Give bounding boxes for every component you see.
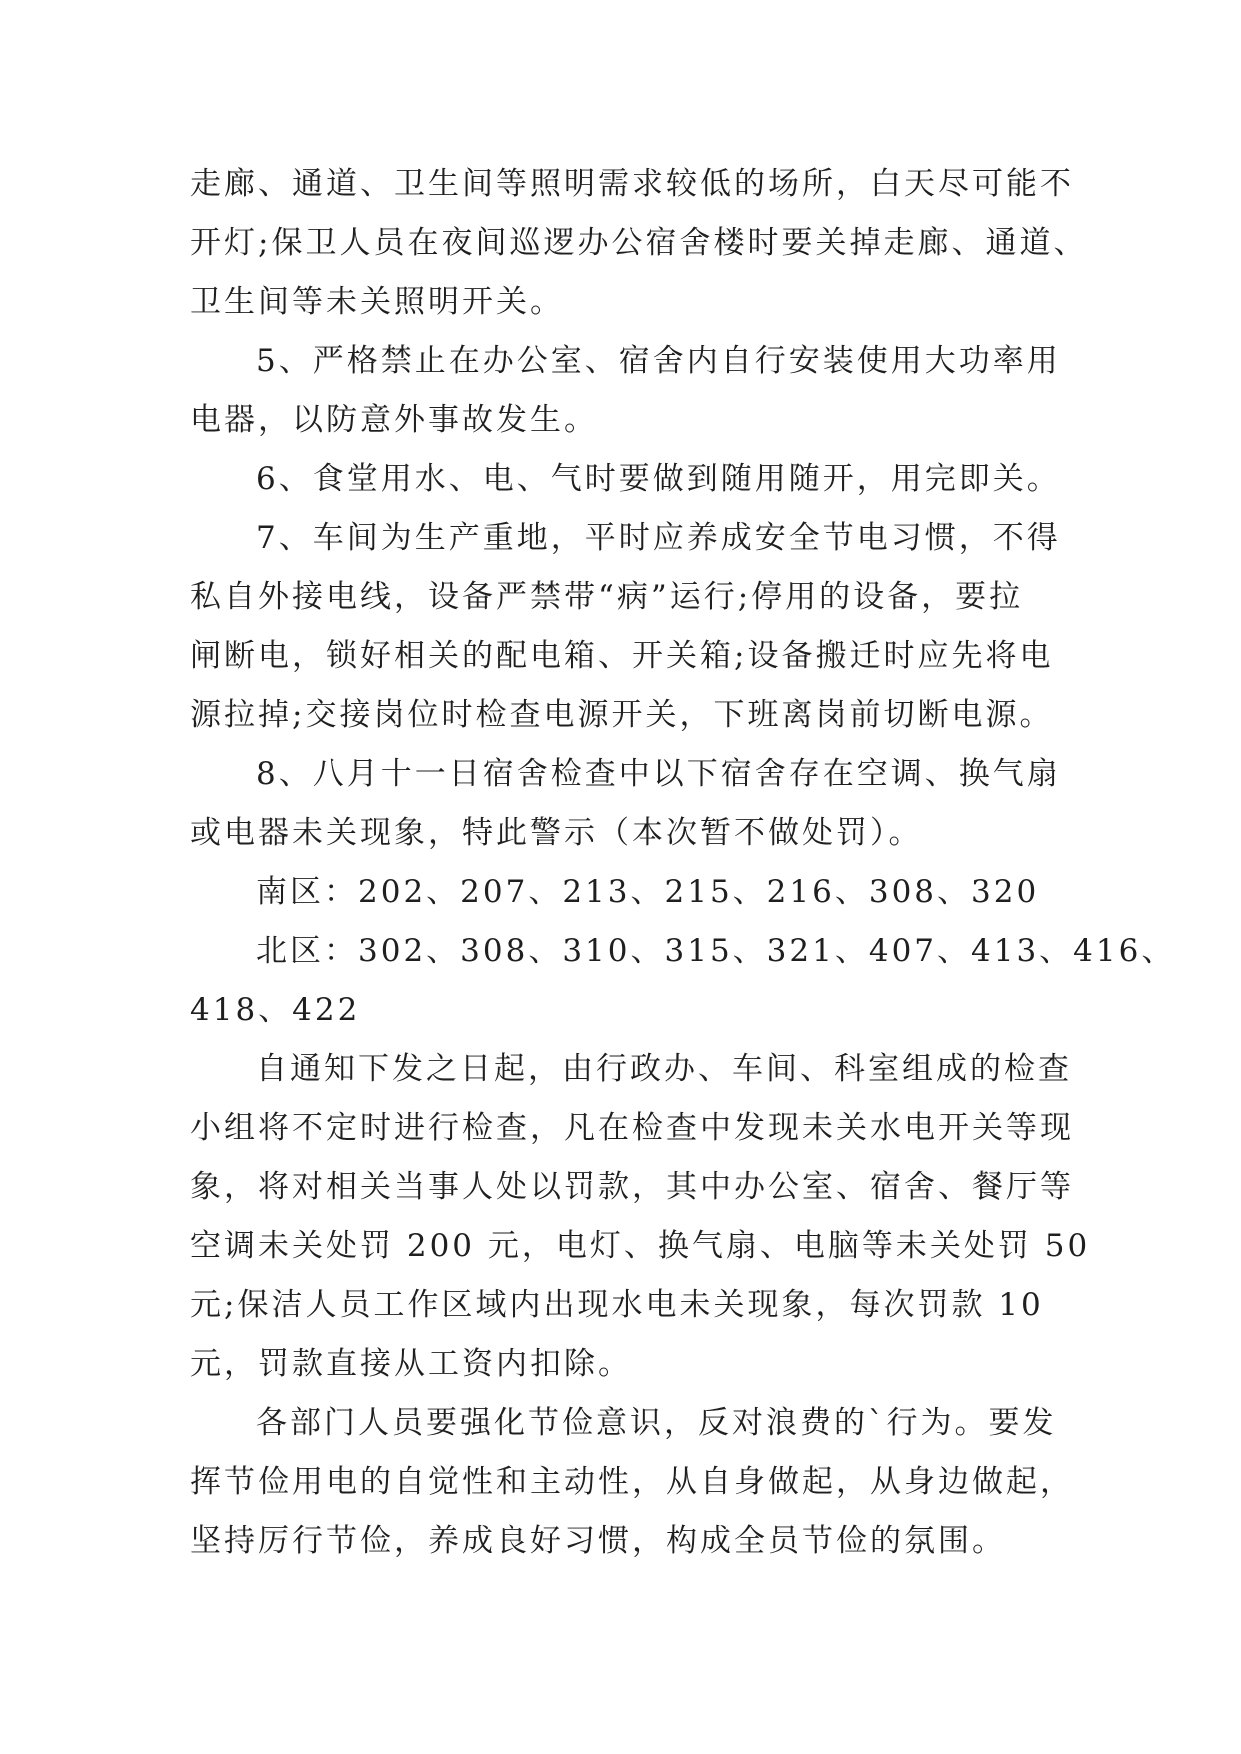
text-line: 元，罚款直接从工资内扣除。 [190, 1346, 632, 1382]
text-line: 6、食堂用水、电、气时要做到随用随开，用完即关。 [256, 461, 1061, 497]
text-line: 象，将对相关当事人处以罚款，其中办公室、宿舍、餐厅等 [190, 1169, 1074, 1205]
text-line: 挥节俭用电的自觉性和主动性，从自身做起，从身边做起， [190, 1464, 1074, 1500]
text-line: 卫生间等未关照明开关。 [190, 284, 564, 320]
text-line: 8、八月十一日宿舍检查中以下宿舍存在空调、换气扇 [256, 756, 1061, 792]
text-line: 电器，以防意外事故发生。 [190, 402, 598, 438]
text-line: 坚持厉行节俭，养成良好习惯，构成全员节俭的氛围。 [190, 1523, 1006, 1559]
text-line: 源拉掉;交接岗位时检查电源开关，下班离岗前切断电源。 [190, 697, 1054, 733]
text-line: 或电器未关现象，特此警示（本次暂不做处罚）。 [190, 815, 923, 851]
text-line: 418、422 [190, 992, 361, 1028]
text-line: 各部门人员要强化节俭意识，反对浪费的`行为。要发 [256, 1405, 1057, 1441]
text-line: 开灯;保卫人员在夜间巡逻办公宿舍楼时要关掉走廊、通道、 [190, 225, 1088, 261]
text-line: 自通知下发之日起，由行政办、车间、科室组成的检查 [256, 1051, 1072, 1087]
text-line: 南区：202、207、213、215、216、308、320 [256, 874, 1040, 910]
text-line: 元;保洁人员工作区域内出现水电未关现象，每次罚款 10 [190, 1287, 1044, 1323]
text-line: 小组将不定时进行检查，凡在检查中发现未关水电开关等现 [190, 1110, 1074, 1146]
text-line: 私自外接电线，设备严禁带“病”运行;停用的设备，要拉 [190, 579, 1024, 615]
text-line: 北区：302、308、310、315、321、407、413、416、 [256, 933, 1176, 969]
text-line: 7、车间为生产重地，平时应养成安全节电习惯，不得 [256, 520, 1061, 556]
text-line: 走廊、通道、卫生间等照明需求较低的场所，白天尽可能不 [190, 166, 1074, 202]
document-body [190, 155, 1176, 1571]
text-line: 空调未关处罚 200 元，电灯、换气扇、电脑等未关处罚 50 [190, 1228, 1091, 1264]
text-line: 5、严格禁止在办公室、宿舍内自行安装使用大功率用 [256, 343, 1061, 379]
text-line: 闸断电，锁好相关的配电箱、开关箱;设备搬迁时应先将电 [190, 638, 1054, 674]
